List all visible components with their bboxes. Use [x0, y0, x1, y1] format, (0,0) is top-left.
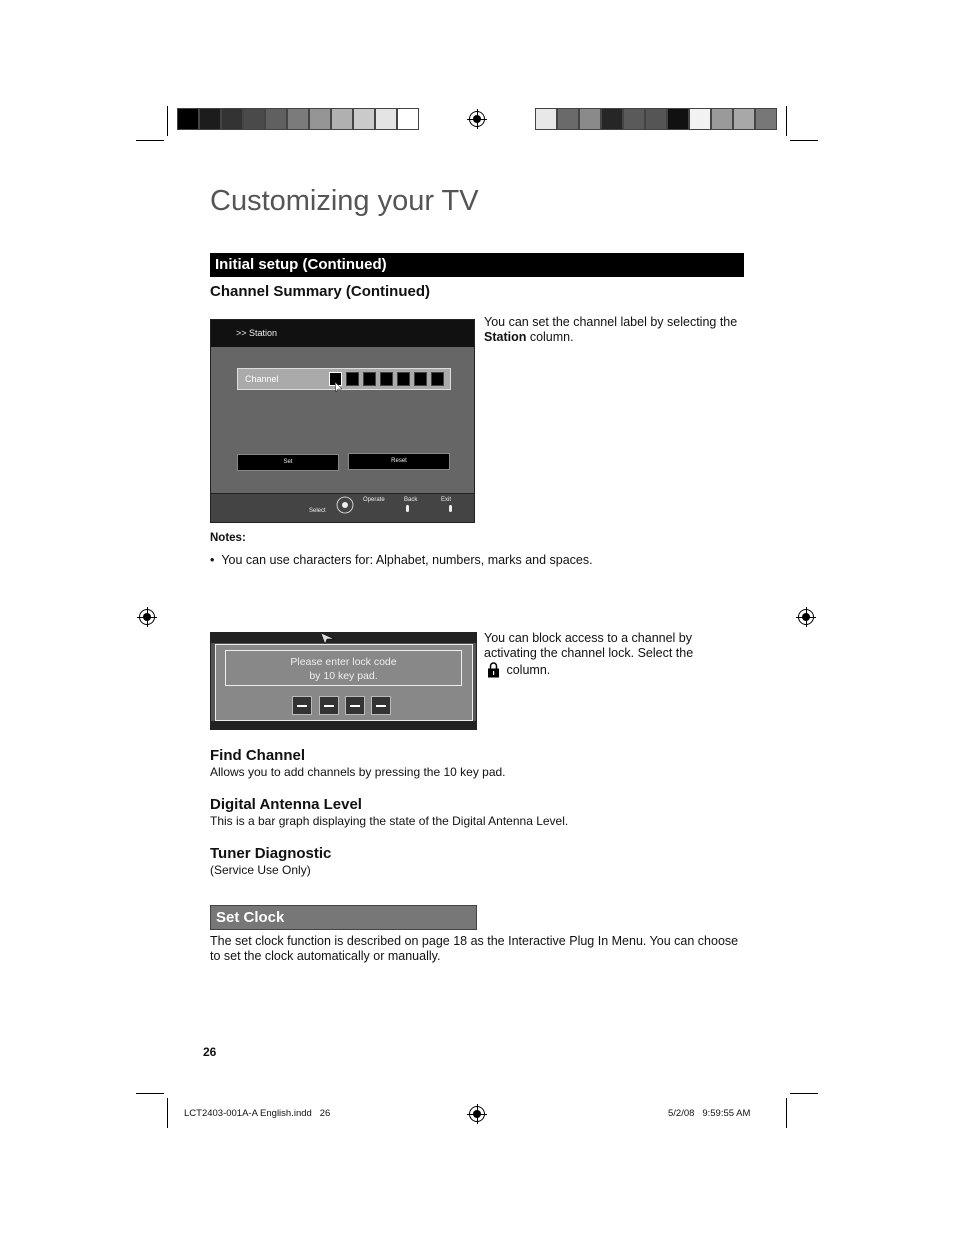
crop-mark — [136, 140, 164, 141]
color-swatch — [331, 108, 353, 130]
char-cell[interactable] — [431, 372, 444, 386]
subheading: Channel Summary (Continued) — [210, 283, 431, 300]
color-swatch — [667, 108, 689, 130]
char-cell[interactable] — [414, 372, 427, 386]
char-cell[interactable] — [346, 372, 359, 386]
exit-hint: Exit — [441, 497, 452, 503]
color-swatch — [221, 108, 243, 130]
lock-description — [484, 631, 714, 678]
find-channel-text: Allows you to add channels by pressing the 10 key pad. — [210, 765, 506, 779]
breadcrumb: >> Station — [236, 328, 278, 338]
station-desc-bold: Station — [484, 330, 527, 344]
dpad-icon — [335, 496, 355, 514]
footer-filename: LCT2403-001A-A English.indd 26 — [184, 1108, 331, 1119]
color-swatch — [601, 108, 623, 130]
crop-mark — [786, 1098, 787, 1128]
crop-mark — [167, 106, 168, 136]
color-swatch — [353, 108, 375, 130]
color-swatch — [645, 108, 667, 130]
color-swatch — [557, 108, 579, 130]
crop-mark — [786, 106, 787, 136]
lock-prompt-line2: by 10 key pad. — [309, 670, 378, 682]
exit-key-icon — [449, 505, 452, 512]
color-swatch — [265, 108, 287, 130]
color-swatch — [535, 108, 557, 130]
set-button[interactable]: Set — [237, 454, 339, 471]
color-swatch — [623, 108, 645, 130]
registration-mark-icon — [798, 609, 814, 625]
page-number: 26 — [203, 1045, 217, 1059]
screen-header — [211, 320, 474, 347]
crop-mark — [136, 1093, 164, 1094]
crop-mark — [167, 1098, 168, 1128]
select-hint: Select — [309, 508, 326, 514]
lock-dialog — [215, 644, 473, 721]
color-swatch — [375, 108, 397, 130]
char-cell[interactable] — [380, 372, 393, 386]
notes-heading: Notes: — [210, 532, 246, 544]
channel-label: Channel — [245, 374, 279, 384]
code-digit[interactable] — [292, 696, 312, 715]
color-swatch — [287, 108, 309, 130]
char-cell[interactable] — [397, 372, 410, 386]
lock-prompt-line1: Please enter lock code — [290, 656, 397, 668]
registration-mark-icon — [469, 111, 485, 127]
color-swatch — [689, 108, 711, 130]
code-digit[interactable] — [371, 696, 391, 715]
notes-bullet: • You can use characters for: Alphabet, numbers, marks and spaces. — [210, 553, 593, 567]
color-swatch — [397, 108, 419, 130]
color-swatch — [579, 108, 601, 130]
operate-hint: Operate — [363, 497, 385, 503]
lock-desc-text: You can block access to a channel by activating the channel lock. Select the — [484, 631, 694, 660]
lock-screen-strip — [211, 633, 476, 643]
page-title: Customizing your TV — [210, 185, 479, 217]
section-header: Initial setup (Continued) — [210, 253, 744, 277]
station-desc-text-end: column. — [526, 330, 574, 344]
footer-date: 5/2/08 9:59:55 AM — [668, 1108, 751, 1119]
color-swatch — [733, 108, 755, 130]
back-hint: Back — [404, 497, 418, 503]
registration-mark-icon — [469, 1106, 485, 1122]
station-description — [484, 315, 746, 345]
set-clock-text: The set clock function is described on page 18 as the Interactive Plug In Menu. You can choose to set the clock automatically or manually. — [210, 934, 739, 963]
lock-icon — [488, 661, 499, 678]
find-channel-heading: Find Channel — [210, 747, 305, 764]
char-cell[interactable] — [363, 372, 376, 386]
color-swatch — [755, 108, 777, 130]
notes-bullet-text: You can use characters for: Alphabet, numbers, marks and spaces. — [221, 553, 593, 567]
reset-button[interactable]: Reset — [348, 453, 450, 470]
color-swatch — [711, 108, 733, 130]
color-swatch — [177, 108, 199, 130]
digital-antenna-text: This is a bar graph displaying the state of the Digital Antenna Level. — [210, 814, 569, 828]
set-clock-header: Set Clock — [210, 905, 477, 930]
back-key-icon — [406, 505, 409, 512]
code-digit[interactable] — [319, 696, 339, 715]
cursor-icon — [335, 382, 343, 392]
screen-footer — [211, 493, 474, 522]
color-swatch — [199, 108, 221, 130]
lock-prompt-box — [225, 650, 462, 686]
lock-desc-text-end: column. — [503, 663, 551, 677]
station-screen — [210, 319, 475, 523]
tuner-diagnostic-heading: Tuner Diagnostic — [210, 845, 332, 862]
lock-screen — [210, 632, 477, 730]
color-swatch — [243, 108, 265, 130]
crop-mark — [790, 1093, 818, 1094]
digital-antenna-heading: Digital Antenna Level — [210, 796, 362, 813]
registration-mark-icon — [139, 609, 155, 625]
pointer-icon — [321, 633, 335, 645]
lock-screen-strip — [211, 721, 476, 729]
station-desc-text: You can set the channel label by selecting the — [484, 315, 738, 329]
tuner-diagnostic-text: (Service Use Only) — [210, 863, 311, 877]
crop-mark — [790, 140, 818, 141]
code-digit[interactable] — [345, 696, 365, 715]
color-swatch — [309, 108, 331, 130]
